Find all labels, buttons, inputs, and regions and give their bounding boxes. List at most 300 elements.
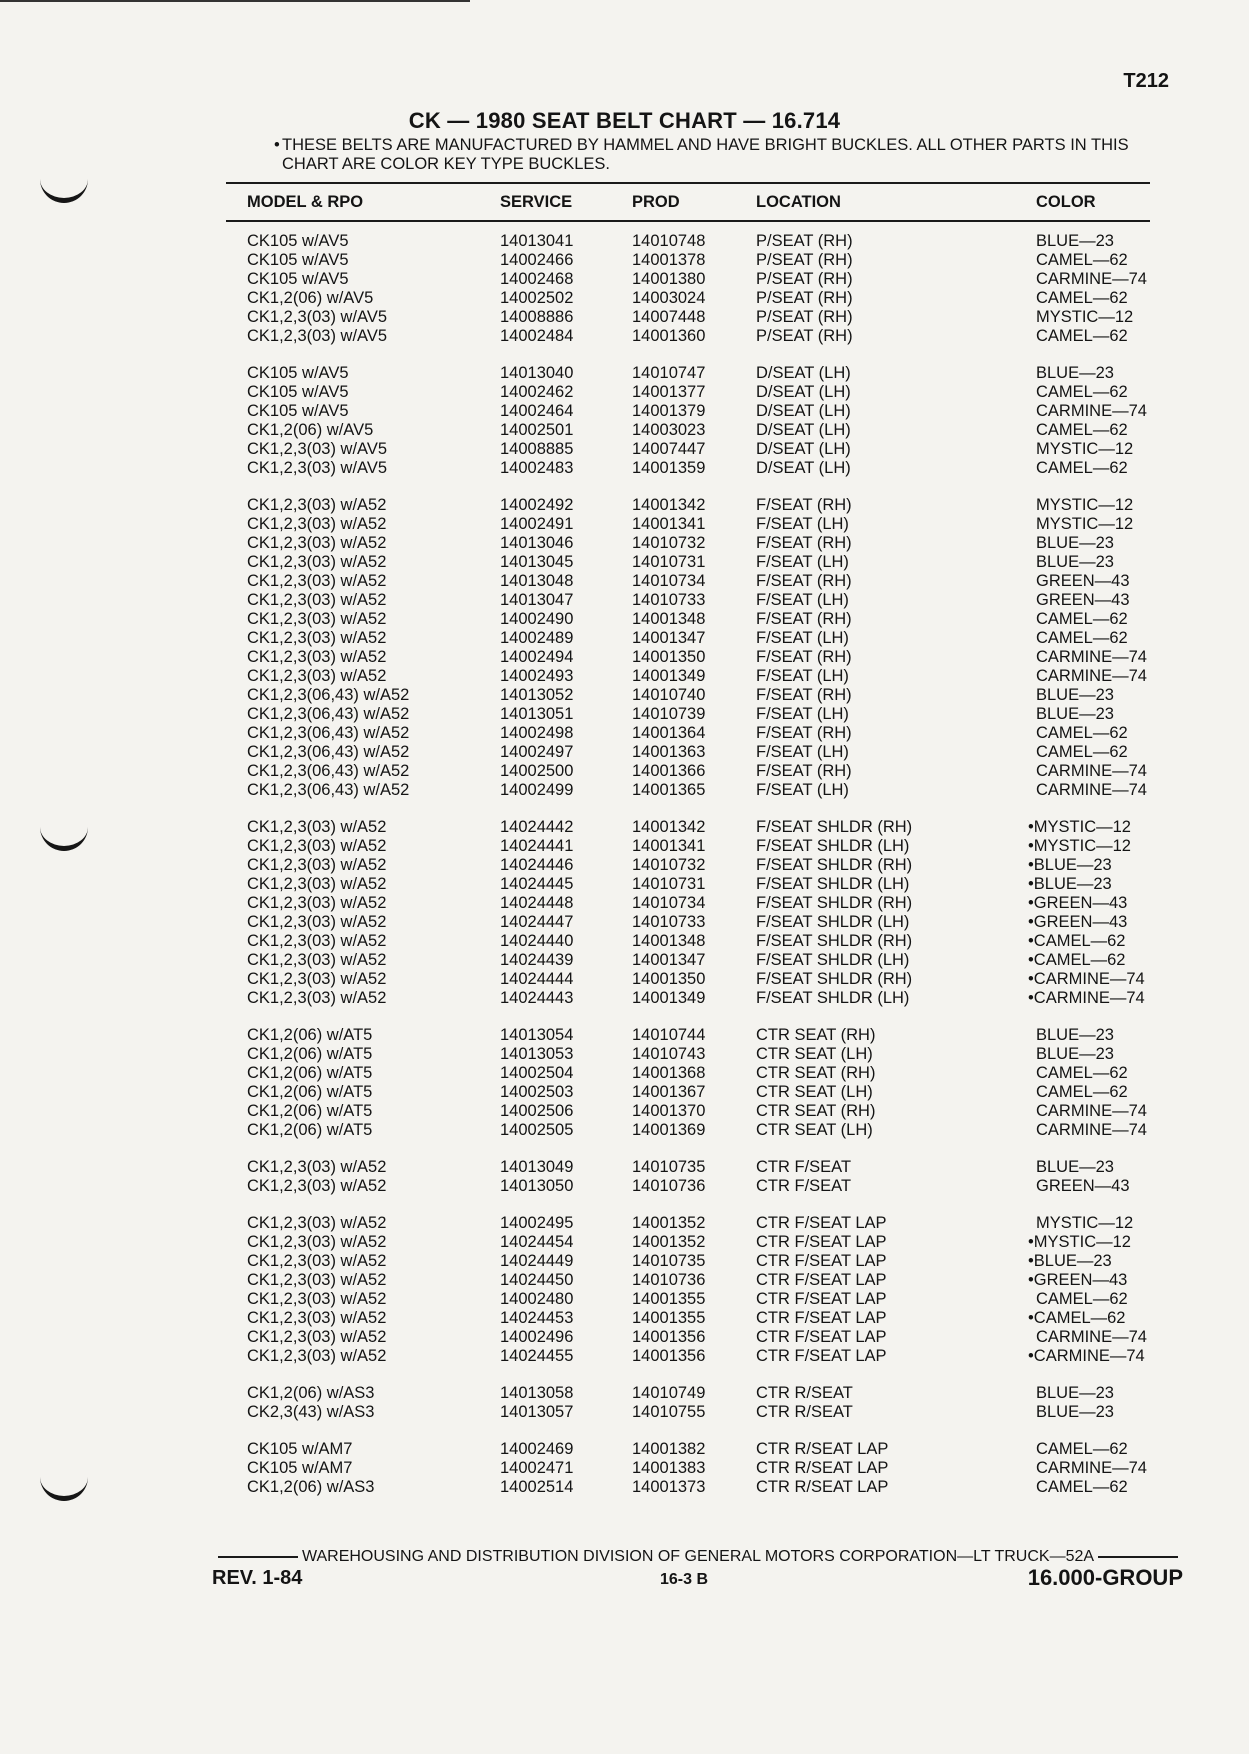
table-row xyxy=(0,1121,1249,1140)
cell-prod: 14010735 xyxy=(632,1158,706,1176)
cell-location: F/SEAT (RH) xyxy=(756,762,852,780)
cell-prod: 14001365 xyxy=(632,781,706,799)
cell-prod: 14001379 xyxy=(632,402,706,420)
cell-color: •CAMEL—62 xyxy=(1028,951,1126,969)
cell-prod: 14010734 xyxy=(632,572,706,590)
cell-service: 14002464 xyxy=(500,402,574,420)
cell-model: CK1,2(06) w/AT5 xyxy=(247,1026,373,1044)
cell-service: 14002490 xyxy=(500,610,574,628)
cell-prod: 14010731 xyxy=(632,875,706,893)
revision-label: REV. 1-84 xyxy=(212,1567,303,1589)
footer-dash-left xyxy=(218,1556,298,1558)
cell-prod: 14010733 xyxy=(632,913,706,931)
cell-model: CK1,2,3(03) w/A52 xyxy=(247,553,387,571)
table-row xyxy=(0,951,1249,970)
cell-color: MYSTIC—12 xyxy=(1036,308,1134,326)
cell-model: CK1,2,3(03) w/AV5 xyxy=(247,308,388,326)
cell-model: CK1,2,3(03) w/AV5 xyxy=(247,459,388,477)
cell-location: F/SEAT (LH) xyxy=(756,591,849,609)
cell-prod: 14010731 xyxy=(632,553,706,571)
cell-service: 14024446 xyxy=(500,856,574,874)
cell-location: F/SEAT (LH) xyxy=(756,705,849,723)
cell-prod: 14001373 xyxy=(632,1478,706,1496)
cell-model: CK1,2,3(06,43) w/A52 xyxy=(247,743,410,761)
cell-color: BLUE—23 xyxy=(1036,1384,1114,1402)
cell-model: CK1,2,3(03) w/A52 xyxy=(247,1309,387,1327)
cell-model: CK105 w/AM7 xyxy=(247,1459,353,1477)
table-row xyxy=(0,1459,1249,1478)
cell-prod: 14001348 xyxy=(632,610,706,628)
table-row xyxy=(0,667,1249,686)
table-row xyxy=(0,421,1249,440)
cell-prod: 14010744 xyxy=(632,1026,706,1044)
cell-color: CAMEL—62 xyxy=(1036,459,1128,477)
cell-color: CAMEL—62 xyxy=(1036,610,1128,628)
cell-color: BLUE—23 xyxy=(1036,1026,1114,1044)
table-row xyxy=(0,308,1249,327)
cell-service: 14002471 xyxy=(500,1459,574,1477)
cell-prod: 14001342 xyxy=(632,818,706,836)
table-row xyxy=(0,327,1249,346)
cell-prod: 14010736 xyxy=(632,1271,706,1289)
col-header-location: LOCATION xyxy=(756,193,841,211)
cell-location: D/SEAT (LH) xyxy=(756,383,851,401)
cell-location: CTR R/SEAT LAP xyxy=(756,1478,889,1496)
table-row xyxy=(0,1328,1249,1347)
cell-service: 14024445 xyxy=(500,875,574,893)
cell-prod: 14001367 xyxy=(632,1083,706,1101)
cell-color: CAMEL—62 xyxy=(1036,383,1128,401)
table-row xyxy=(0,1026,1249,1045)
cell-service: 14002496 xyxy=(500,1328,574,1346)
table-row xyxy=(0,989,1249,1008)
table-row xyxy=(0,1083,1249,1102)
cell-location: F/SEAT SHLDR (RH) xyxy=(756,856,913,874)
cell-service: 14002503 xyxy=(500,1083,574,1101)
cell-location: F/SEAT (RH) xyxy=(756,648,852,666)
cell-location: F/SEAT SHLDR (RH) xyxy=(756,932,913,950)
table-row xyxy=(0,534,1249,553)
cell-service: 14002469 xyxy=(500,1440,574,1458)
cell-service: 14002514 xyxy=(500,1478,574,1496)
cell-service: 14002506 xyxy=(500,1102,574,1120)
cell-color: CARMINE—74 xyxy=(1036,667,1147,685)
table-row xyxy=(0,894,1249,913)
cell-location: P/SEAT (RH) xyxy=(756,308,853,326)
header-bottom-rule xyxy=(226,220,1150,222)
cell-location: F/SEAT SHLDR (LH) xyxy=(756,913,910,931)
table-row xyxy=(0,743,1249,762)
cell-color: BLUE—23 xyxy=(1036,686,1114,704)
cell-model: CK1,2,3(03) w/A52 xyxy=(247,913,387,931)
table-row xyxy=(0,496,1249,515)
cell-prod: 14001359 xyxy=(632,459,706,477)
table-row xyxy=(0,762,1249,781)
cell-service: 14002492 xyxy=(500,496,574,514)
cell-location: CTR F/SEAT LAP xyxy=(756,1309,887,1327)
cell-prod: 14001370 xyxy=(632,1102,706,1120)
cell-prod: 14010740 xyxy=(632,686,706,704)
cell-service: 14002495 xyxy=(500,1214,574,1232)
cell-model: CK1,2,3(03) w/A52 xyxy=(247,1158,387,1176)
table-row xyxy=(0,629,1249,648)
cell-service: 14013053 xyxy=(500,1045,574,1063)
cell-location: CTR SEAT (LH) xyxy=(756,1083,873,1101)
cell-prod: 14001356 xyxy=(632,1328,706,1346)
cell-model: CK1,2,3(03) w/A52 xyxy=(247,970,387,988)
cell-color: •GREEN—43 xyxy=(1028,894,1128,912)
cell-prod: 14001368 xyxy=(632,1064,706,1082)
cell-location: CTR F/SEAT LAP xyxy=(756,1233,887,1251)
table-row xyxy=(0,1064,1249,1083)
cell-location: CTR F/SEAT LAP xyxy=(756,1347,887,1365)
footer-dash-right xyxy=(1098,1556,1178,1558)
cell-color: CARMINE—74 xyxy=(1036,781,1147,799)
cell-prod: 14001356 xyxy=(632,1347,706,1365)
cell-prod: 14010749 xyxy=(632,1384,706,1402)
cell-service: 14002498 xyxy=(500,724,574,742)
table-row xyxy=(0,1214,1249,1233)
cell-prod: 14010747 xyxy=(632,364,706,382)
cell-model: CK1,2,3(03) w/A52 xyxy=(247,1177,387,1195)
cell-model: CK1,2,3(03) w/AV5 xyxy=(247,327,388,345)
cell-location: CTR F/SEAT xyxy=(756,1177,852,1195)
cell-service: 14002466 xyxy=(500,251,574,269)
cell-service: 14013045 xyxy=(500,553,574,571)
table-row xyxy=(0,270,1249,289)
col-header-prod: PROD xyxy=(632,193,680,211)
cell-service: 14002462 xyxy=(500,383,574,401)
cell-color: BLUE—23 xyxy=(1036,1158,1114,1176)
cell-location: F/SEAT (RH) xyxy=(756,496,852,514)
cell-service: 14002500 xyxy=(500,762,574,780)
table-row xyxy=(0,724,1249,743)
table-row xyxy=(0,572,1249,591)
cell-model: CK1,2,3(03) w/A52 xyxy=(247,1328,387,1346)
cell-color: CAMEL—62 xyxy=(1036,421,1128,439)
cell-color: •CARMINE—74 xyxy=(1028,989,1145,1007)
cell-model: CK1,2,3(06,43) w/A52 xyxy=(247,762,410,780)
cell-model: CK1,2(06) w/AT5 xyxy=(247,1064,373,1082)
cell-service: 14002494 xyxy=(500,648,574,666)
cell-prod: 14001341 xyxy=(632,837,706,855)
table-row xyxy=(0,818,1249,837)
cell-service: 14024444 xyxy=(500,970,574,988)
cell-color: •GREEN—43 xyxy=(1028,1271,1128,1289)
cell-color: BLUE—23 xyxy=(1036,534,1114,552)
footer-division-text: WAREHOUSING AND DISTRIBUTION DIVISION OF GENERAL MOTORS CORPORATION—LT TRUCK—52A xyxy=(301,1548,1095,1565)
cell-model: CK1,2,3(03) w/A52 xyxy=(247,629,387,647)
cell-location: CTR F/SEAT LAP xyxy=(756,1290,887,1308)
cell-model: CK1,2,3(03) w/A52 xyxy=(247,496,387,514)
cell-model: CK1,2,3(03) w/A52 xyxy=(247,1214,387,1232)
cell-service: 14013057 xyxy=(500,1403,574,1421)
cell-model: CK1,2(06) w/AS3 xyxy=(247,1478,375,1496)
table-row xyxy=(0,1045,1249,1064)
cell-model: CK1,2(06) w/AS3 xyxy=(247,1384,375,1402)
cell-model: CK1,2(06) w/AT5 xyxy=(247,1121,373,1139)
cell-model: CK1,2(06) w/AT5 xyxy=(247,1045,373,1063)
cell-color: MYSTIC—12 xyxy=(1036,496,1134,514)
cell-location: P/SEAT (RH) xyxy=(756,232,853,250)
cell-color: CAMEL—62 xyxy=(1036,251,1128,269)
cell-location: CTR F/SEAT xyxy=(756,1158,852,1176)
cell-prod: 14001355 xyxy=(632,1290,706,1308)
cell-color: BLUE—23 xyxy=(1036,232,1114,250)
cell-service: 14024450 xyxy=(500,1271,574,1289)
cell-service: 14002491 xyxy=(500,515,574,533)
table-row xyxy=(0,289,1249,308)
table-row xyxy=(0,1252,1249,1271)
cell-color: BLUE—23 xyxy=(1036,1403,1114,1421)
cell-service: 14024441 xyxy=(500,837,574,855)
cell-prod: 14001360 xyxy=(632,327,706,345)
cell-prod: 14001366 xyxy=(632,762,706,780)
cell-model: CK1,2,3(03) w/AV5 xyxy=(247,440,388,458)
cell-color: CAMEL—62 xyxy=(1036,1440,1128,1458)
cell-location: F/SEAT (RH) xyxy=(756,686,852,704)
cell-service: 14002499 xyxy=(500,781,574,799)
table-header xyxy=(0,193,1249,215)
cell-model: CK1,2,3(03) w/A52 xyxy=(247,1233,387,1251)
cell-color: •CARMINE—74 xyxy=(1028,1347,1145,1365)
cell-color: MYSTIC—12 xyxy=(1036,515,1134,533)
cell-location: CTR R/SEAT xyxy=(756,1403,853,1421)
cell-location: F/SEAT SHLDR (RH) xyxy=(756,970,913,988)
cell-color: BLUE—23 xyxy=(1036,1045,1114,1063)
cell-model: CK1,2,3(03) w/A52 xyxy=(247,534,387,552)
cell-model: CK1,2,3(03) w/A52 xyxy=(247,856,387,874)
cell-location: CTR SEAT (LH) xyxy=(756,1121,873,1139)
cell-color: CAMEL—62 xyxy=(1036,1290,1128,1308)
cell-service: 14002497 xyxy=(500,743,574,761)
table-row xyxy=(0,648,1249,667)
cell-location: D/SEAT (LH) xyxy=(756,402,851,420)
cell-model: CK1,2(06) w/AV5 xyxy=(247,289,374,307)
scan-edge-line xyxy=(0,0,470,2)
cell-model: CK105 w/AV5 xyxy=(247,232,349,250)
cell-color: CAMEL—62 xyxy=(1036,724,1128,742)
table-row xyxy=(0,459,1249,478)
cell-model: CK1,2,3(03) w/A52 xyxy=(247,951,387,969)
cell-location: F/SEAT (RH) xyxy=(756,534,852,552)
page-number: T212 xyxy=(1123,70,1169,92)
cell-service: 14002468 xyxy=(500,270,574,288)
cell-model: CK1,2(06) w/AT5 xyxy=(247,1083,373,1101)
table-row xyxy=(0,515,1249,534)
cell-color: •MYSTIC—12 xyxy=(1028,837,1131,855)
cell-color: GREEN—43 xyxy=(1036,1177,1130,1195)
cell-model: CK105 w/AV5 xyxy=(247,402,349,420)
cell-service: 14024440 xyxy=(500,932,574,950)
table-row xyxy=(0,1290,1249,1309)
cell-color: MYSTIC—12 xyxy=(1036,1214,1134,1232)
cell-service: 14008885 xyxy=(500,440,574,458)
cell-location: P/SEAT (RH) xyxy=(756,327,853,345)
cell-prod: 14010732 xyxy=(632,856,706,874)
table-row xyxy=(0,591,1249,610)
cell-color: CAMEL—62 xyxy=(1036,629,1128,647)
cell-location: F/SEAT SHLDR (LH) xyxy=(756,989,910,1007)
cell-color: CARMINE—74 xyxy=(1036,1102,1147,1120)
table-row xyxy=(0,781,1249,800)
cell-location: P/SEAT (RH) xyxy=(756,251,853,269)
table-row xyxy=(0,686,1249,705)
cell-color: CAMEL—62 xyxy=(1036,1478,1128,1496)
cell-service: 14002504 xyxy=(500,1064,574,1082)
cell-prod: 14001348 xyxy=(632,932,706,950)
cell-prod: 14001380 xyxy=(632,270,706,288)
table-row xyxy=(0,1347,1249,1366)
cell-prod: 14001349 xyxy=(632,989,706,1007)
cell-prod: 14010748 xyxy=(632,232,706,250)
cell-location: D/SEAT (LH) xyxy=(756,459,851,477)
cell-location: CTR SEAT (RH) xyxy=(756,1102,876,1120)
cell-location: F/SEAT (LH) xyxy=(756,781,849,799)
cell-model: CK1,2,3(06,43) w/A52 xyxy=(247,686,410,704)
cell-location: CTR SEAT (LH) xyxy=(756,1045,873,1063)
cell-service: 14002501 xyxy=(500,421,574,439)
cell-prod: 14001350 xyxy=(632,970,706,988)
cell-color: •CAMEL—62 xyxy=(1028,1309,1126,1327)
cell-service: 14013040 xyxy=(500,364,574,382)
cell-location: F/SEAT SHLDR (LH) xyxy=(756,837,910,855)
cell-prod: 14010743 xyxy=(632,1045,706,1063)
cell-location: CTR R/SEAT xyxy=(756,1384,853,1402)
cell-location: F/SEAT SHLDR (LH) xyxy=(756,875,910,893)
cell-model: CK1,2,3(03) w/A52 xyxy=(247,610,387,628)
cell-location: CTR F/SEAT LAP xyxy=(756,1271,887,1289)
cell-service: 14002483 xyxy=(500,459,574,477)
cell-color: CARMINE—74 xyxy=(1036,648,1147,666)
cell-location: F/SEAT (LH) xyxy=(756,629,849,647)
cell-color: •BLUE—23 xyxy=(1028,1252,1112,1270)
table-row xyxy=(0,837,1249,856)
cell-model: CK1,2(06) w/AT5 xyxy=(247,1102,373,1120)
cell-model: CK1,2(06) w/AV5 xyxy=(247,421,374,439)
cell-color: BLUE—23 xyxy=(1036,364,1114,382)
cell-service: 14024448 xyxy=(500,894,574,912)
cell-prod: 14001342 xyxy=(632,496,706,514)
cell-model: CK1,2,3(03) w/A52 xyxy=(247,591,387,609)
cell-color: GREEN—43 xyxy=(1036,591,1130,609)
cell-service: 14002480 xyxy=(500,1290,574,1308)
cell-color: CARMINE—74 xyxy=(1036,1459,1147,1477)
col-header-model: MODEL & RPO xyxy=(247,193,364,211)
cell-service: 14013051 xyxy=(500,705,574,723)
header-top-rule xyxy=(226,182,1150,184)
cell-location: CTR F/SEAT LAP xyxy=(756,1252,887,1270)
cell-service: 14024442 xyxy=(500,818,574,836)
cell-prod: 14001347 xyxy=(632,629,706,647)
col-header-service: SERVICE xyxy=(500,193,573,211)
cell-color: •MYSTIC—12 xyxy=(1028,818,1131,836)
cell-prod: 14001349 xyxy=(632,667,706,685)
cell-color: CAMEL—62 xyxy=(1036,1083,1128,1101)
cell-prod: 14001341 xyxy=(632,515,706,533)
cell-model: CK1,2,3(03) w/A52 xyxy=(247,818,387,836)
cell-service: 14024453 xyxy=(500,1309,574,1327)
cell-model: CK105 w/AV5 xyxy=(247,383,349,401)
table-row xyxy=(0,970,1249,989)
seat-belt-table xyxy=(0,232,1249,1497)
page-title: CK — 1980 SEAT BELT CHART — 16.714 xyxy=(408,108,841,133)
cell-prod: 14010755 xyxy=(632,1403,706,1421)
cell-service: 14013050 xyxy=(500,1177,574,1195)
cell-service: 14024454 xyxy=(500,1233,574,1251)
cell-location: P/SEAT (RH) xyxy=(756,270,853,288)
cell-service: 14013049 xyxy=(500,1158,574,1176)
cell-prod: 14001369 xyxy=(632,1121,706,1139)
cell-color: CAMEL—62 xyxy=(1036,289,1128,307)
cell-location: F/SEAT (RH) xyxy=(756,610,852,628)
cell-location: CTR F/SEAT LAP xyxy=(756,1328,887,1346)
table-row xyxy=(0,1440,1249,1459)
cell-service: 14024455 xyxy=(500,1347,574,1365)
cell-model: CK1,2,3(03) w/A52 xyxy=(247,989,387,1007)
cell-prod: 14007448 xyxy=(632,308,706,326)
cell-model: CK1,2,3(03) w/A52 xyxy=(247,1271,387,1289)
cell-location: F/SEAT (LH) xyxy=(756,667,849,685)
cell-service: 14013041 xyxy=(500,232,574,250)
table-row xyxy=(0,913,1249,932)
cell-service: 14024439 xyxy=(500,951,574,969)
cell-prod: 14001383 xyxy=(632,1459,706,1477)
cell-location: F/SEAT (LH) xyxy=(756,515,849,533)
table-row xyxy=(0,232,1249,251)
cell-color: •GREEN—43 xyxy=(1028,913,1128,931)
cell-service: 14024443 xyxy=(500,989,574,1007)
cell-prod: 14001355 xyxy=(632,1309,706,1327)
cell-color: •MYSTIC—12 xyxy=(1028,1233,1131,1251)
cell-color: CAMEL—62 xyxy=(1036,1064,1128,1082)
cell-service: 14002502 xyxy=(500,289,574,307)
cell-model: CK1,2,3(03) w/A52 xyxy=(247,875,387,893)
table-row xyxy=(0,364,1249,383)
cell-location: F/SEAT (LH) xyxy=(756,743,849,761)
cell-prod: 14001350 xyxy=(632,648,706,666)
cell-model: CK105 w/AV5 xyxy=(247,251,349,269)
footer-page-ref: 16-3 B xyxy=(660,1571,709,1588)
cell-prod: 14001377 xyxy=(632,383,706,401)
cell-color: CARMINE—74 xyxy=(1036,762,1147,780)
cell-location: D/SEAT (LH) xyxy=(756,364,851,382)
cell-service: 14002493 xyxy=(500,667,574,685)
cell-color: •CAMEL—62 xyxy=(1028,932,1126,950)
cell-color: CAMEL—62 xyxy=(1036,743,1128,761)
cell-location: D/SEAT (LH) xyxy=(756,421,851,439)
cell-prod: 14003023 xyxy=(632,421,706,439)
cell-location: CTR R/SEAT LAP xyxy=(756,1459,889,1477)
cell-prod: 14010736 xyxy=(632,1177,706,1195)
table-row xyxy=(0,932,1249,951)
table-row xyxy=(0,1158,1249,1177)
cell-model: CK1,2,3(03) w/A52 xyxy=(247,515,387,533)
cell-color: •BLUE—23 xyxy=(1028,856,1112,874)
cell-location: P/SEAT (RH) xyxy=(756,289,853,307)
cell-model: CK1,2,3(06,43) w/A52 xyxy=(247,781,410,799)
cell-service: 14013048 xyxy=(500,572,574,590)
table-row xyxy=(0,1384,1249,1403)
cell-service: 14002484 xyxy=(500,327,574,345)
cell-service: 14024449 xyxy=(500,1252,574,1270)
table-row xyxy=(0,1271,1249,1290)
cell-prod: 14010733 xyxy=(632,591,706,609)
cell-prod: 14003024 xyxy=(632,289,706,307)
cell-color: CARMINE—74 xyxy=(1036,1121,1147,1139)
cell-color: MYSTIC—12 xyxy=(1036,440,1134,458)
cell-color: •CARMINE—74 xyxy=(1028,970,1145,988)
